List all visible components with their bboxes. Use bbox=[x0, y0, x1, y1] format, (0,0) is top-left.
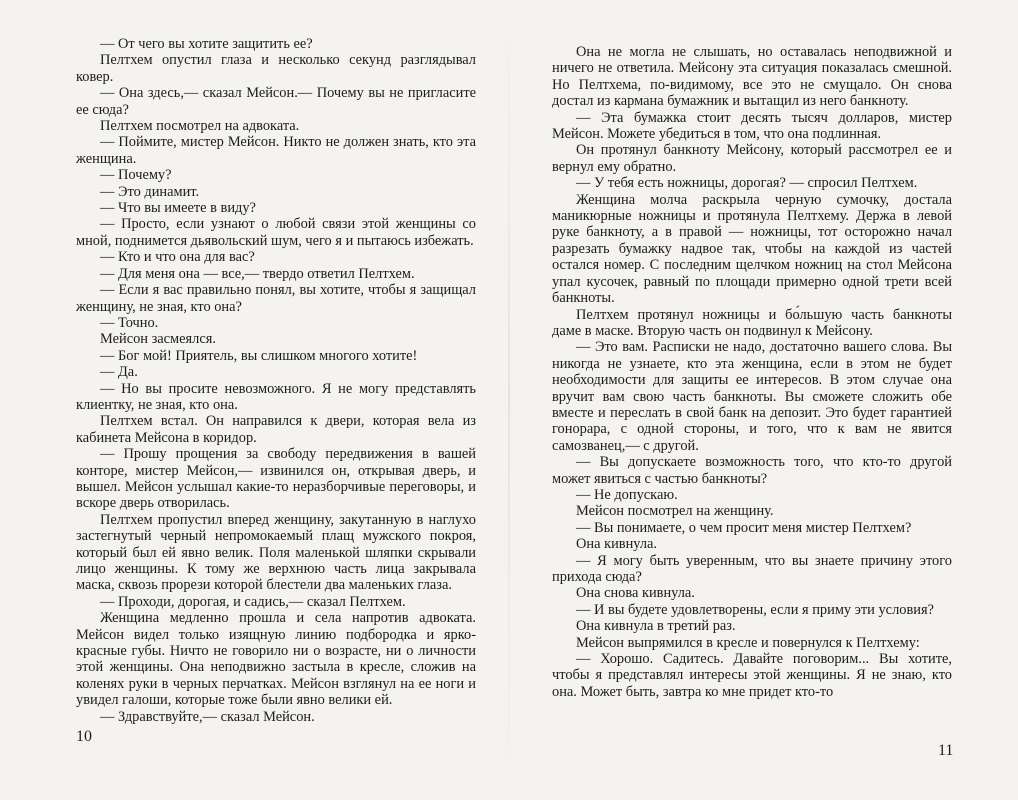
left-page-number: 10 bbox=[76, 728, 92, 745]
paragraph: — Кто и что она для вас? bbox=[100, 249, 255, 266]
paragraph: — Я могу быть уверенным, что вы знаете причину этого прихода сюда? bbox=[552, 552, 952, 585]
paragraph: Она кивнула в третий раз. bbox=[576, 618, 736, 635]
left-page-text bbox=[76, 36, 476, 725]
paragraph: Мейсон выпрямился в кресле и повернулся к Пелтхему: bbox=[576, 634, 920, 651]
paragraph: — Поймите, мистер Мейсон. Никто не должен знать, кто эта женщина. bbox=[76, 134, 476, 167]
paragraph: — И вы будете удовлетворены, если я приму эти условия? bbox=[576, 601, 934, 618]
paragraph: — Прошу прощения за свободу передвижения в вашей конторе, мистер Мейсон,— извинился он, открывая дверь, и вышел. Мейсон услышал какие-то неразборчивые переговоры, и вскоре дверь отворилась. bbox=[76, 446, 476, 512]
paragraph: — Бог мой! Приятель, вы слишком многого хотите! bbox=[100, 347, 418, 364]
paragraph: Он протянул банкноту Мейсону, который рассмотрел ее и вернул ему обратно. bbox=[552, 142, 952, 175]
paragraph: — Это вам. Расписки не надо, достаточно вашего слова. Вы никогда не узнаете, кто эта женщина, если в этом не будет необходимости для защиты ее интересов. В этом случае она вручит вам свою часть банкноты. Вы сможете сложить обе вместе и переслать в свой банк на депозит. Это будет гарантией гонорара, с одной стороны, и того, что к вам не явится самозванец,— с другой. bbox=[552, 339, 952, 454]
paragraph: Пелтхем пропустил вперед женщину, закутанную в наглухо застегнутый черный непромокаемый плащ мужского покроя, который был ей явно велик. Поля маленькой шляпки скрывали лицо женщины. К тому же верхнюю часть лица закрывала маска, сквозь прорези которой блестели два маленьких глаза. bbox=[76, 511, 476, 594]
paragraph: — Проходи, дорогая, и садись,— сказал Пелтхем. bbox=[100, 593, 406, 610]
book-gutter bbox=[508, 0, 510, 800]
paragraph: — Почему? bbox=[100, 167, 172, 184]
paragraph: Пелтхем протянул ножницы и бо́льшую часть банкноты даме в маске. Вторую часть он подвинул к Мейсону. bbox=[552, 306, 952, 339]
paragraph: — Точно. bbox=[100, 314, 159, 331]
paragraph: — Вы допускаете возможность того, что кто-то другой может явиться с частью банкноты? bbox=[552, 454, 952, 487]
paragraph: Пелтхем посмотрел на адвоката. bbox=[100, 118, 300, 135]
paragraph: Она кивнула. bbox=[576, 536, 657, 553]
paragraph: — Для меня она — все,— твердо ответил Пелтхем. bbox=[100, 265, 415, 282]
paragraph: — Она здесь,— сказал Мейсон.— Почему вы не пригласите ее сюда? bbox=[76, 85, 476, 118]
paragraph: Мейсон засмеялся. bbox=[100, 331, 216, 348]
paragraph: — Но вы просите невозможного. Я не могу представлять клиентку, не зная, кто она. bbox=[76, 380, 476, 413]
paragraph: — Если я вас правильно понял, вы хотите, чтобы я защищал женщину, не зная, кто она? bbox=[76, 282, 476, 315]
paragraph: — Здравствуйте,— сказал Мейсон. bbox=[100, 708, 315, 725]
paragraph: — Что вы имеете в виду? bbox=[100, 200, 256, 217]
paragraph: Женщина молча раскрыла черную сумочку, достала маникюрные ножницы и протянула Пелтхему. Держа в левой руке банкноту, а в правой — ножницы, тот осторожно начал разрезать бумажку надвое так, чтобы на каждой из частей остался номер. С последним щелчком ножниц на стол Мейсона упал кусочек, равный по площади примерно одной трети всей банкноты. bbox=[552, 191, 952, 307]
right-page-text bbox=[552, 44, 952, 700]
paragraph: Она снова кивнула. bbox=[576, 585, 695, 602]
paragraph: Пелтхем опустил глаза и несколько секунд разглядывал ковер. bbox=[76, 52, 476, 85]
paragraph: — У тебя есть ножницы, дорогая? — спросил Пелтхем. bbox=[576, 175, 918, 192]
paragraph: — Просто, если узнают о любой связи этой женщины со мной, поднимется дьявольский шум, чего я и пытаюсь избежать. bbox=[76, 216, 476, 249]
paragraph: Женщина медленно прошла и села напротив адвоката. Мейсон видел только изящную линию подбородка и ярко-красные губы. Ничто не говорило ни о возрасте, ни о личности этой женщины. Она неподвижно застыла в кресле, сложив на коленях руки в черных перчатках. Мейсон взглянул на ее ноги и увидел галоши, которые тоже были явно велики ей. bbox=[76, 610, 476, 709]
paragraph: — Эта бумажка стоит десять тысяч долларов, мистер Мейсон. Можете убедиться в том, что она подлинная. bbox=[552, 109, 952, 143]
paragraph: — Не допускаю. bbox=[576, 486, 678, 503]
paragraph: — Да. bbox=[100, 364, 138, 381]
paragraph: — Это динамит. bbox=[100, 183, 200, 200]
paragraph: — От чего вы хотите защитить ее? bbox=[100, 36, 313, 52]
paragraph: — Хорошо. Садитесь. Давайте поговорим... Вы хотите, чтобы я представлял интересы этой женщины. Я не знаю, кто она. Может быть, завтра ко мне придет кто-то bbox=[552, 651, 952, 700]
paragraph: Мейсон посмотрел на женщину. bbox=[576, 503, 774, 520]
paragraph: Пелтхем встал. Он направился к двери, которая вела из кабинета Мейсона в коридор. bbox=[76, 413, 476, 446]
paragraph: — Вы понимаете, о чем просит меня мистер Пелтхем? bbox=[576, 519, 912, 536]
right-page-number: 11 bbox=[938, 742, 954, 759]
paragraph: Она не могла не слышать, но оставалась неподвижной и ничего не ответила. Мейсону эта ситуация показалась смешной. Но Пелтхема, по-видимому, все это не смущало. Он снова достал из кармана бумажник и вытащил из него банкноту. bbox=[552, 44, 952, 110]
